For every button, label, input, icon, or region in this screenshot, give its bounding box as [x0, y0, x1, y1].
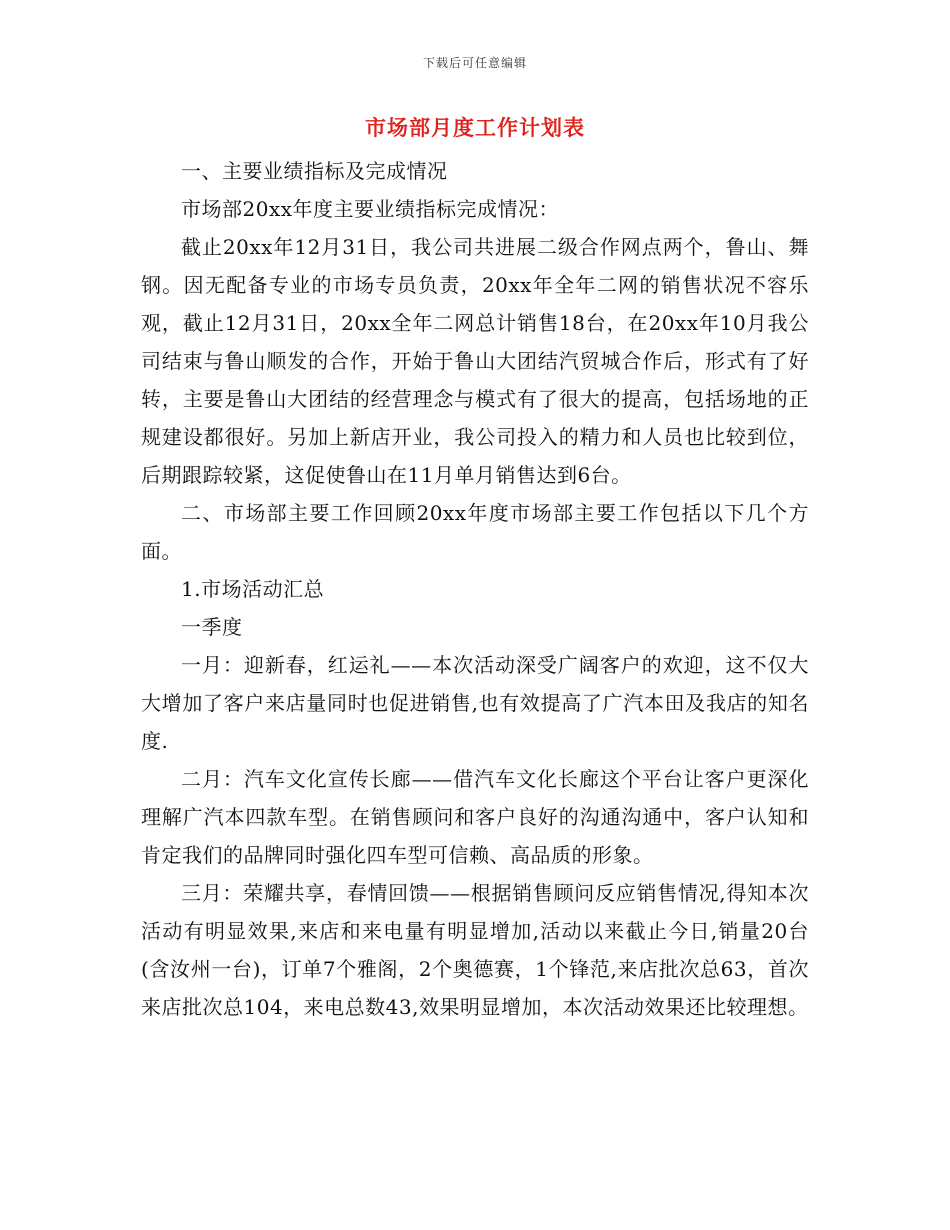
- paragraph-kpi-intro: 市场部20xx年度主要业绩指标完成情况：: [181, 197, 560, 221]
- subheading-q1: 一季度: [181, 615, 243, 639]
- document-body: [141, 152, 809, 1026]
- paragraph-january: 一月：迎新春，红运礼——本次活动深受广阔客户的欢迎，这不仅大大增加了客户来店量同时也促进销售,也有效提高了广汽本田及我店的知名度.: [141, 653, 809, 753]
- paragraph-february: 二月：汽车文化宣传长廊——借汽车文化长廊这个平台让客户更深化理解广汽本四款车型。在销售顾问和客户良好的沟通沟通中，客户认知和肯定我们的品牌同时强化四车型可信赖、高品质的形象。: [141, 767, 809, 867]
- paragraph-network-summary: 截止20xx年12月31日，我公司共进展二级合作网点两个，鲁山、舞钢。因无配备专业的市场专员负责，20xx年全年二网的销售状况不容乐观，截止12月31日，20xx全年二网总计销售18台，在20xx年10月我公司结束与鲁山顺发的合作，开始于鲁山大团结汽贸城合作后，形式有了好转，主要是鲁山大团结的经营理念与模式有了很大的提高，包括场地的正规建设都很好。另加上新店开业，我公司投入的精力和人员也比较到位，后期跟踪较紧，这促使鲁山在11月单月销售达到6台。: [141, 235, 809, 487]
- section-heading-performance: 一、主要业绩指标及完成情况: [181, 159, 448, 183]
- document-title: 市场部月度工作计划表: [365, 115, 585, 140]
- section-heading-review: 二、市场部主要工作回顾20xx年度市场部主要工作包括以下几个方面。: [141, 501, 809, 563]
- header-note: 下载后可任意编辑: [422, 56, 527, 70]
- paragraph-march: 三月：荣耀共享，春情回馈——根据销售顾问反应销售情况,得知本次活动有明显效果,来店和来电量有明显增加,活动以来截止今日,销量20台(含汝州一台)，订单7个雅阁，2个奥德赛，1个锋范,来店批次总63，首次来店批次总104，来电总数43,效果明显增加，本次活动效果还比较理想。: [141, 881, 809, 1019]
- subheading-activities: 1.市场活动汇总: [181, 577, 325, 601]
